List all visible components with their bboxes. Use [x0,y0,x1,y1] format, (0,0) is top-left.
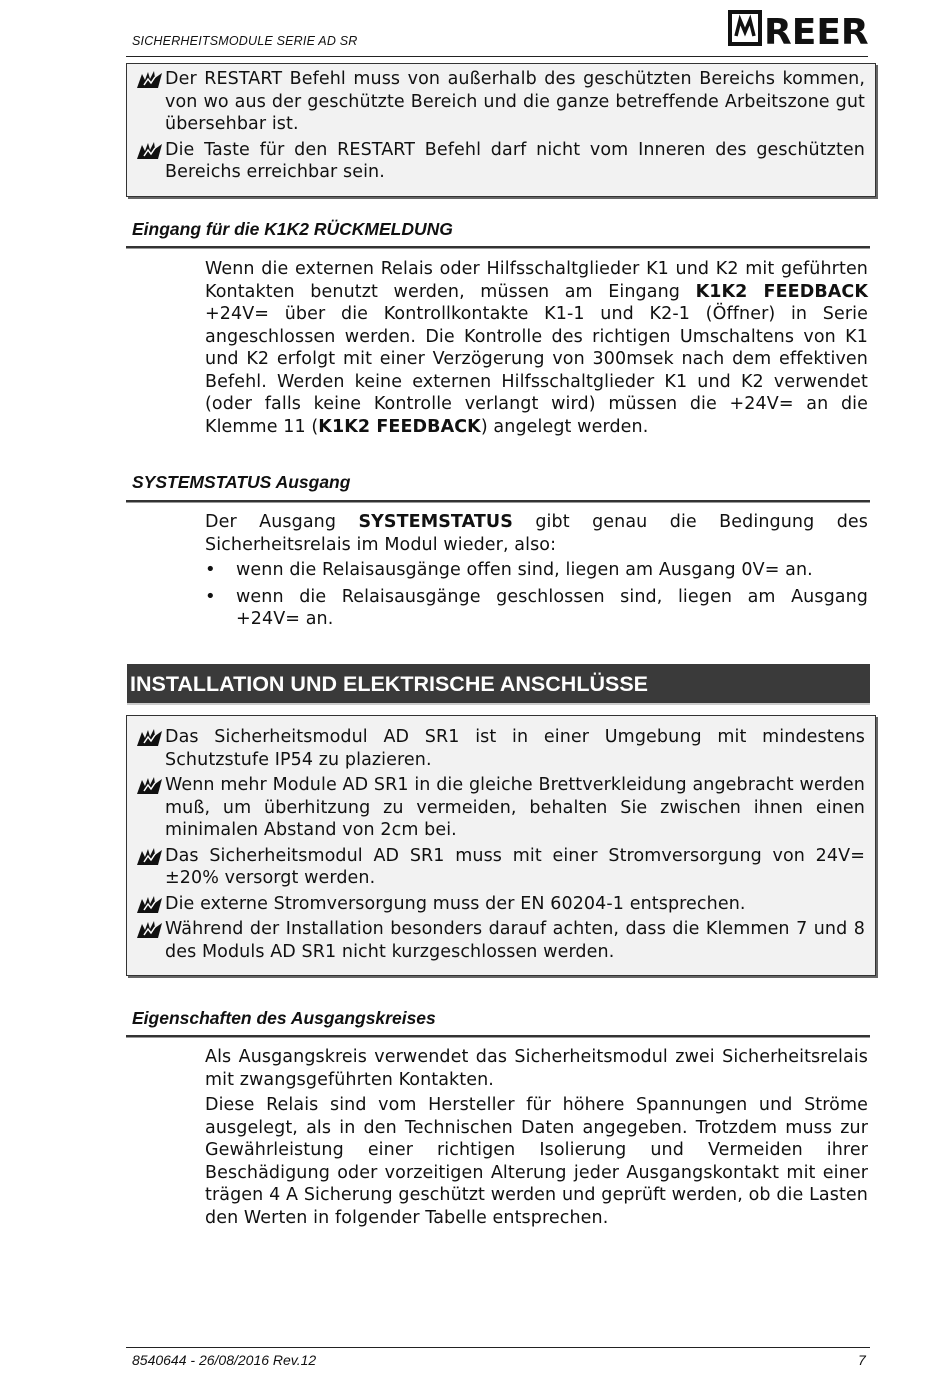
footer-rule [126,1347,870,1348]
note-text: Wenn mehr Module AD SR1 in die gleiche Brettverkleidung angebracht werden muß, um überhitzung zu vermeiden, behalten Sie zwischen ihnen einen minimalen Abstand von 2cm bei. [165,775,865,840]
section-rule [126,1035,870,1038]
note-item [135,726,865,771]
reer-logo [728,8,870,50]
note-item [135,918,865,963]
footer-doc-ref: 8540644 - 26/08/2016 Rev.12 [132,1352,317,1368]
note-item [135,893,865,916]
section-rule [126,246,870,249]
section-rule [126,500,870,503]
output-paragraphs [205,1046,868,1232]
warning-hand-icon [135,728,165,748]
warning-hand-icon [135,895,165,915]
warning-hand-icon [135,776,165,796]
header-rule [126,56,868,57]
logo-text: REER [764,12,869,50]
main-section-heading: INSTALLATION UND ELEKTRISCHE ANSCHLÜSSE [127,664,870,705]
warning-hand-icon [135,141,165,161]
warning-hand-icon [135,70,165,90]
systemstatus-bullets [205,559,868,631]
note-text: Während der Installation besonders darauf achten, dass die Klemmen 7 und 8 des Moduls AD SR1 nicht kurzgeschlossen werden. [165,919,865,962]
note-item [135,774,865,842]
note-box-restart [126,63,876,197]
term-systemstatus: SYSTEMSTATUS [358,512,513,532]
term-k1k2-feedback: K1K2 FEEDBACK [318,416,481,437]
note-text: Das Sicherheitsmodul AD SR1 muss mit einer Stromversorgung von 24V= ±20% versorgt werden. [165,845,865,888]
note-text: Die Taste für den RESTART Befehl darf nicht vom Inneren des geschützten Bereichs erreichbar sein. [165,139,865,182]
note-text: Die externe Stromversorgung muss der EN 60204-1 entsprechen. [165,893,746,914]
output-paragraph-2: Diese Relais sind vom Hersteller für höhere Spannungen und Ströme ausgelegt, als in den Technischen Daten angegeben. Trotzdem muss zur Gewährleistung einer richtigen Isolierung und Vermeiden ihrer Beschädigung oder vorzeitigen Alterung jeder Ausgangskontakt mit einer trägen 4 A Sicherung geschützt werden und geprüft werden, ob die Lasten den Werten in folgender Tabelle entsprechen. [205,1095,868,1228]
document-header-title: SICHERHEITSMODULE SERIE AD SR [132,34,358,48]
warning-hand-icon [135,920,165,940]
section-heading-output: Eigenschaften des Ausgangskreises [132,1008,436,1028]
note-item [135,139,865,184]
note-box-installation [126,715,876,976]
list-item: • wenn die Relaisausgänge geschlossen sind, liegen am Ausgang +24V= an. [205,586,868,631]
output-paragraph-1: Als Ausgangskreis verwendet das Sicherheitsmodul zwei Sicherheitsrelais mit zwangsgeführten Kontakten. [205,1047,868,1090]
page-number: 7 [858,1352,866,1368]
note-text: Der RESTART Befehl muss von außerhalb des geschützten Bereichs kommen, von wo aus der geschützte Bereich und die ganze betreffende Arbeitszone gut übersehbar ist. [165,69,865,134]
list-item: • wenn die Relaisausgänge offen sind, liegen am Ausgang 0V= an. [205,559,868,582]
note-item [135,68,865,136]
feedback-paragraph: Wenn die externen Relais oder Hilfsschaltglieder K1 und K2 mit geführten Kontakten benutzt werden, müssen am Eingang K1K2 FEEDBACK +24V= über die Kontrollkontakte K1-1 und K2-1 (Öffner) in Serie angeschlossen werden. Die Kontrolle des richtigen Umschaltens von K1 und K2 erfolgt mit einer Verzögerung von 300msek nach dem effektiven Befehl. Werden keine externen Hilfsschaltglieder K1 und K2 verwendet (oder falls keine Kontrolle verlangt wird) müssen die +24V= an die Klemme 11 (K1K2 FEEDBACK) angelegt werden. [205,259,869,437]
section-heading-feedback: Eingang für die K1K2 RÜCKMELDUNG [132,219,453,239]
systemstatus-paragraph: Der Ausgang SYSTEMSTATUS gibt genau die Bedingung des Sicherheitsrelais im Modul wieder, also: • wenn die Relaisausgänge offen sind, liegen am Ausgang 0V= an. • wenn die Relaisausgänge geschlossen sind, liegen am Ausgang +24V= an. [205,511,868,635]
note-item [135,845,865,890]
term-k1k2-feedback: K1K2 FEEDBACK [695,281,869,302]
section-heading-systemstatus: SYSTEMSTATUS Ausgang [132,472,351,492]
warning-hand-icon [135,847,165,867]
note-text: Das Sicherheitsmodul AD SR1 ist in einer Umgebung mit mindestens Schutzstufe IP54 zu plazieren. [165,727,865,770]
